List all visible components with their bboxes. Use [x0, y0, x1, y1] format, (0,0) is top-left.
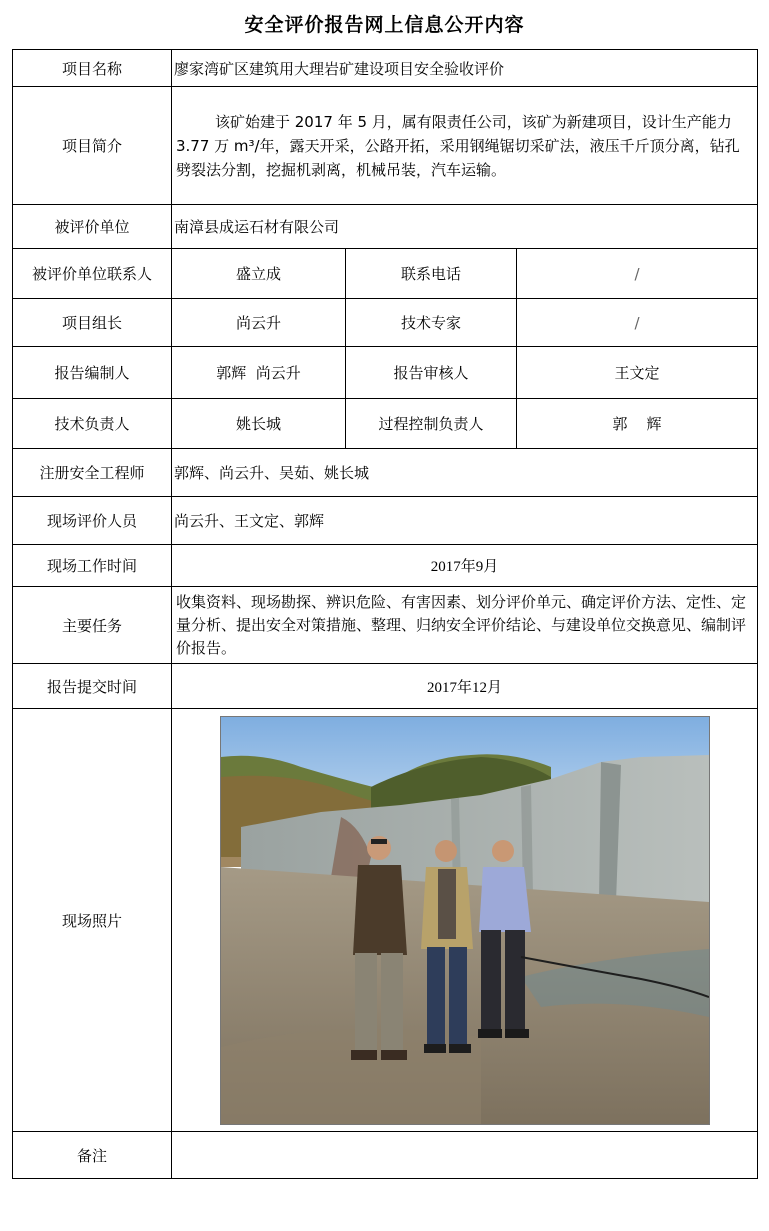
row-safety-engineers — [13, 449, 758, 497]
site-photo-label: 现场照片 — [13, 709, 172, 1132]
row-site-evaluators — [13, 497, 758, 545]
site-work-time-value: 2017年9月 — [172, 545, 758, 587]
main-tasks-label: 主要任务 — [13, 587, 172, 664]
contact-phone-value: / — [517, 249, 758, 299]
contact-phone-label: 联系电话 — [346, 249, 517, 299]
report-reviewer-value: 王文定 — [517, 347, 758, 399]
info-table — [12, 49, 758, 1179]
evaluated-unit-value: 南漳县成运石材有限公司 — [172, 205, 758, 249]
tech-lead-label: 技术负责人 — [13, 399, 172, 449]
site-photo — [220, 716, 710, 1125]
page-title: 安全评价报告网上信息公开内容 — [244, 14, 525, 36]
row-unit-contact — [13, 249, 758, 299]
row-project-name — [13, 50, 758, 87]
remarks-value — [172, 1132, 758, 1179]
report-author-value: 郭辉 尚云升 — [172, 347, 346, 399]
tech-expert-label: 技术专家 — [346, 299, 517, 347]
unit-contact-value: 盛立成 — [172, 249, 346, 299]
row-report-author — [13, 347, 758, 399]
tech-lead-value: 姚长城 — [172, 399, 346, 449]
project-intro-label: 项目简介 — [13, 87, 172, 205]
report-submit-time-label: 报告提交时间 — [13, 664, 172, 709]
report-submit-time-value: 2017年12月 — [172, 664, 758, 709]
row-remarks — [13, 1132, 758, 1179]
project-name-label: 项目名称 — [13, 50, 172, 87]
main-tasks-value: 收集资料、现场勘探、辨识危险、有害因素、划分评价单元、确定评价方法、定性、定量分析、提出安全对策措施、整理、归纳安全评价结论、与建设单位交换意见、编制评价报告。 — [176, 592, 747, 657]
site-work-time-label: 现场工作时间 — [13, 545, 172, 587]
tech-expert-value: / — [517, 299, 758, 347]
site-evaluators-label: 现场评价人员 — [13, 497, 172, 545]
process-control-label: 过程控制负责人 — [346, 399, 517, 449]
row-evaluated-unit — [13, 205, 758, 249]
report-author-label: 报告编制人 — [13, 347, 172, 399]
project-intro-value: 该矿始建于 2017 年 5 月，属有限责任公司，该矿为新建项目，设计生产能力 3.77 万 m³/年，露天开采，公路开拓，采用钢绳锯切采矿法，液压千斤顶分离，钻孔劈裂法分割，挖掘机剥离，机械吊装，汽车运输。 — [176, 112, 740, 179]
process-control-value: 郭 辉 — [517, 399, 758, 449]
row-tech-lead — [13, 399, 758, 449]
team-leader-value: 尚云升 — [172, 299, 346, 347]
row-report-submit-time — [13, 664, 758, 709]
row-main-tasks — [13, 587, 758, 664]
safety-engineers-label: 注册安全工程师 — [13, 449, 172, 497]
row-team-leader — [13, 299, 758, 347]
safety-engineers-value: 郭辉、尚云升、吴茹、姚长城 — [172, 449, 758, 497]
row-site-work-time — [13, 545, 758, 587]
report-reviewer-label: 报告审核人 — [346, 347, 517, 399]
row-project-intro — [13, 87, 758, 205]
unit-contact-label: 被评价单位联系人 — [13, 249, 172, 299]
project-name-value: 廖家湾矿区建筑用大理岩矿建设项目安全验收评价 — [172, 50, 758, 87]
remarks-label: 备注 — [13, 1132, 172, 1179]
row-site-photo — [13, 709, 758, 1132]
evaluated-unit-label: 被评价单位 — [13, 205, 172, 249]
site-evaluators-value: 尚云升、王文定、郭辉 — [172, 497, 758, 545]
team-leader-label: 项目组长 — [13, 299, 172, 347]
site-photo-image — [221, 717, 709, 1124]
